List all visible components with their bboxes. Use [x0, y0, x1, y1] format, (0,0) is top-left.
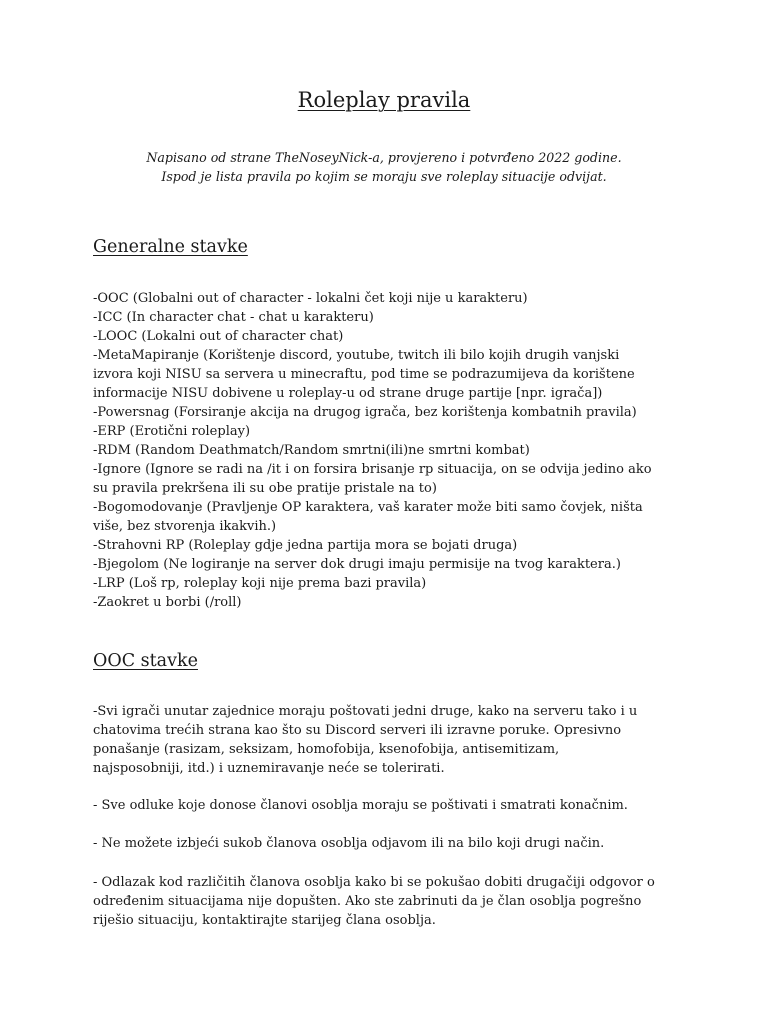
document-subtitle	[0, 148, 768, 186]
document-title: Roleplay pravila	[297, 88, 471, 112]
paragraph-line: najsposobniji, itd.) i uznemiravanje neće se tolerirati.	[93, 761, 445, 776]
list-item	[93, 422, 693, 441]
list-item	[93, 574, 693, 593]
list-item-line: -LRP (Loš rp, roleplay koji nije prema bazi pravila)	[93, 576, 427, 591]
list-item	[93, 536, 693, 555]
paragraph-line: chatovima trećih strana kao što su Discord serveri ili izravne poruke. Opresivno	[93, 723, 622, 738]
paragraph	[93, 834, 703, 853]
list-item-line: -Zaokret u borbi (/roll)	[93, 595, 242, 610]
list-item	[93, 289, 693, 308]
list-item	[93, 460, 693, 498]
list-item	[93, 555, 693, 574]
list-item-line: izvora koji NISU sa servera u minecraftu, pod time se podrazumijeva da korištene	[93, 367, 635, 382]
list-item-line: -Ignore (Ignore se radi na /it i on forsira brisanje rp situacija, on se odvija jedino ako	[93, 462, 652, 477]
list-item-line: informacije NISU dobivene u roleplay-u od strane druge partije [npr. igrača])	[93, 386, 603, 401]
paragraph-line: - Ne možete izbjeći sukob članova osoblja odjavom ili na bilo koji drugi način.	[93, 836, 605, 851]
list-item-line: -ERP (Erotični roleplay)	[93, 424, 251, 439]
list-item	[93, 308, 693, 327]
list-item	[93, 327, 693, 346]
subtitle-line: Ispod je lista pravila po kojim se moraju sve roleplay situacije odvijat.	[161, 169, 607, 184]
list-item-line: -Bogomodovanje (Pravljenje OP karaktera, vaš karater može biti samo čovjek, ništa	[93, 500, 643, 515]
paragraph-line: ponašanje (rasizam, seksizam, homofobija, ksenofobija, antisemitizam,	[93, 742, 560, 757]
paragraph	[93, 702, 703, 778]
paragraph	[93, 873, 703, 930]
list-item	[93, 498, 693, 536]
ooc-paragraph	[93, 834, 703, 853]
subtitle-line: Napisano od strane TheNoseyNick-a, provjereno i potvrđeno 2022 godine.	[146, 150, 622, 165]
ooc-paragraph	[93, 702, 703, 778]
list-item-line: su pravila prekršena ili su obe pratije pristale na to)	[93, 481, 437, 496]
section-heading-general: Generalne stavke	[93, 237, 248, 257]
ooc-paragraph	[93, 796, 703, 815]
list-item-line: -MetaMapiranje (Korištenje discord, youtube, twitch ili bilo kojih drugih vanjski	[93, 348, 620, 363]
list-item-line: -ICC (In character chat - chat u karakteru)	[93, 310, 374, 325]
ooc-paragraph	[93, 873, 703, 930]
paragraph	[93, 796, 703, 815]
list-item-line: više, bez stvorenja ikakvih.)	[93, 519, 277, 534]
paragraph-line: određenim situacijama nije dopušten. Ako ste zabrinuti da je član osoblja pogrešno	[93, 894, 642, 909]
list-item-line: -Powersnag (Forsiranje akcija na drugog igrača, bez korištenja kombatnih pravila)	[93, 405, 637, 420]
list-item-line: -OOC (Globalni out of character - lokalni čet koji nije u karakteru)	[93, 291, 528, 306]
list-item	[93, 346, 693, 403]
general-rules-list	[93, 289, 693, 612]
paragraph-line: riješio situaciju, kontaktirajte starijeg člana osoblja.	[93, 913, 436, 928]
paragraph-line: -Svi igrači unutar zajednice moraju poštovati jedni druge, kako na serveru tako i u	[93, 704, 638, 719]
section-heading-ooc: OOC stavke	[93, 651, 198, 671]
list-item-line: -LOOC (Lokalni out of character chat)	[93, 329, 344, 344]
list-item	[93, 441, 693, 460]
paragraph-line: - Sve odluke koje donose članovi osoblja moraju se poštivati i smatrati konačnim.	[93, 798, 628, 813]
list-item-line: -Bjegolom (Ne logiranje na server dok drugi imaju permisije na tvog karaktera.)	[93, 557, 621, 572]
list-item	[93, 593, 693, 612]
list-item-line: -RDM (Random Deathmatch/Random smrtni(ili)ne smrtni kombat)	[93, 443, 530, 458]
paragraph-line: - Odlazak kod različitih članova osoblja kako bi se pokušao dobiti drugačiji odgovor o	[93, 875, 655, 890]
list-item	[93, 403, 693, 422]
list-item-line: -Strahovni RP (Roleplay gdje jedna partija mora se bojati druga)	[93, 538, 518, 553]
